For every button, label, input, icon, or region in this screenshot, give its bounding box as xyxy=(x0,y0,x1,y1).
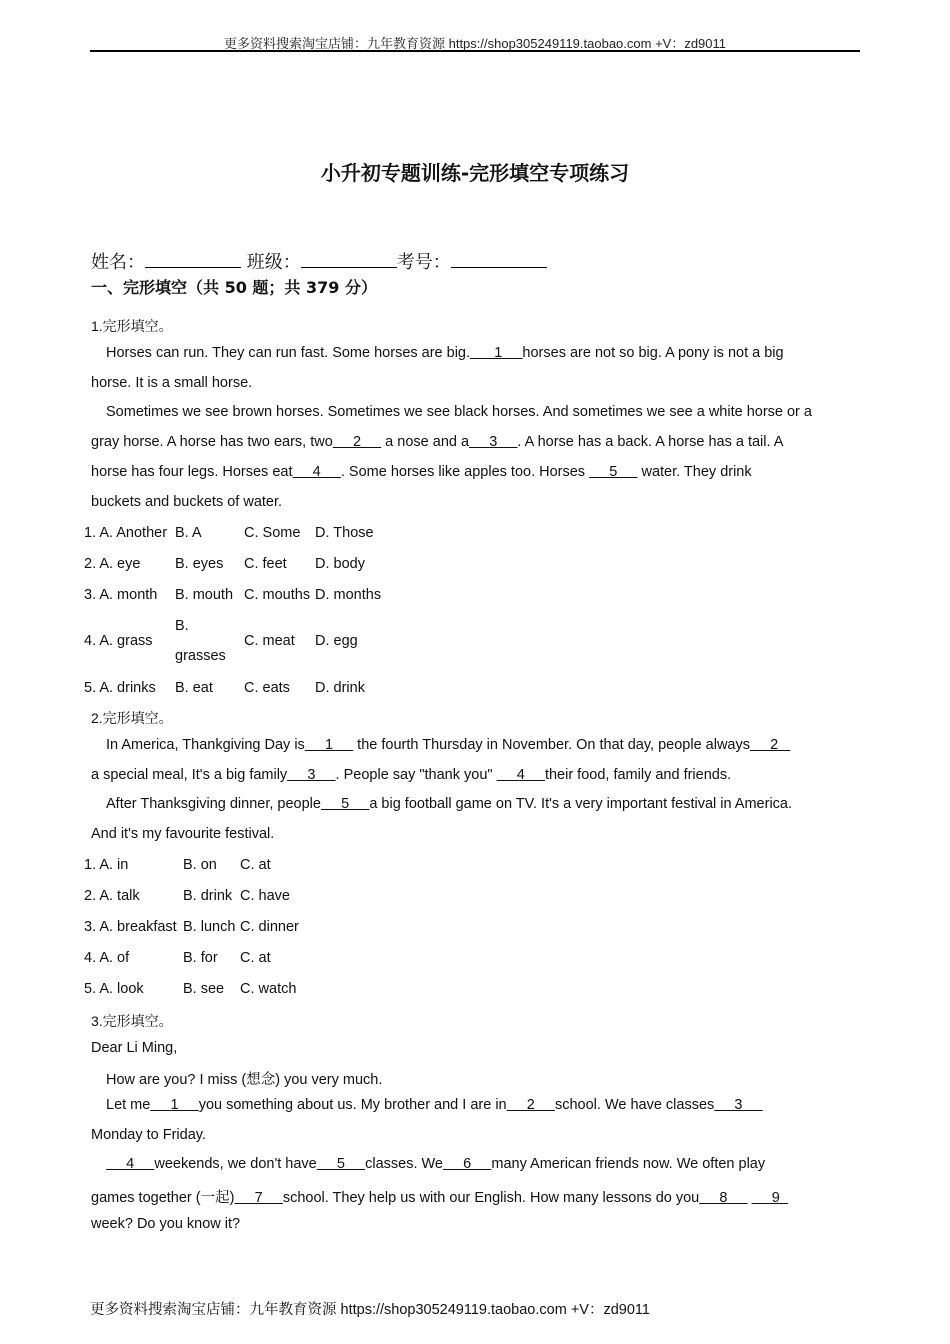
option: C. mouths xyxy=(244,586,311,603)
option: B. on xyxy=(183,856,217,873)
q3-line: week? Do you know it? xyxy=(91,1216,241,1232)
q1-option-row-2 xyxy=(84,548,385,579)
q2-line: And it's my favourite festival. xyxy=(91,826,275,842)
q1-line: horse has four legs. Horses eat 4 . Some horses like apples too. Horses 5 water. They drink xyxy=(91,464,752,480)
q3-blank-1: 1 xyxy=(150,1097,199,1113)
class-label: 班级： xyxy=(241,252,301,273)
option: C. at xyxy=(240,856,271,873)
option: B. mouth xyxy=(175,586,234,603)
q3-line: Monday to Friday. xyxy=(91,1127,206,1143)
q3-heading: 3.完形填空。 xyxy=(91,1013,173,1029)
option: C. meat xyxy=(244,633,295,649)
q1-blank-1: 1 xyxy=(470,345,523,361)
name-label: 姓名： xyxy=(91,252,145,273)
q1-option-row-3 xyxy=(84,579,385,610)
option: C. dinner xyxy=(240,918,299,935)
q3-line: games together (一起) 7 school. They help us with our English. How many lessons do you 8 9 xyxy=(91,1190,788,1206)
q1-blank-2: 2 xyxy=(332,434,382,450)
option: D. months xyxy=(315,586,382,603)
q3-blank-9: 9 xyxy=(751,1190,788,1206)
q1-option-row-5 xyxy=(84,672,385,703)
page-footer: 更多资料搜索淘宝店铺：九年教育资源 https://shop305249119.taobao.com +V：zd9011 xyxy=(90,1302,650,1318)
q1-blank-5: 5 xyxy=(589,464,638,480)
q2-blank-3: 3 xyxy=(287,767,336,783)
option: 2. A. eye xyxy=(84,555,141,572)
q3-line: 4 weekends, we don't have 5 classes. We 6 many American friends now. We often play xyxy=(106,1156,766,1172)
option: B. for xyxy=(183,949,218,966)
option: B. grasses xyxy=(175,618,226,664)
option: D. Those xyxy=(315,524,374,541)
option: 4. A. of xyxy=(84,949,130,966)
section-heading: 一、完形填空（共 50 题；共 379 分） xyxy=(91,278,377,297)
class-blank xyxy=(301,253,397,268)
q1-blank-3: 3 xyxy=(469,434,518,450)
q3-blank-3: 3 xyxy=(714,1097,763,1113)
q1-options-table xyxy=(84,517,385,703)
q2-heading: 2.完形填空。 xyxy=(91,710,173,726)
q1-blank-4: 4 xyxy=(292,464,341,480)
q1-option-row-1 xyxy=(84,517,385,548)
q3-blank-8: 8 xyxy=(699,1190,748,1206)
q1-line: horse. It is a small horse. xyxy=(91,375,253,391)
option: C. at xyxy=(240,949,271,966)
q2-blank-2: 2 xyxy=(749,737,791,753)
option: 4. A. grass xyxy=(84,633,153,649)
page-header: 更多资料搜索淘宝店铺：九年教育资源 https://shop305249119.taobao.com +V：zd9011 xyxy=(223,36,727,51)
exam-number-blank xyxy=(451,253,547,268)
q3-blank-6: 6 xyxy=(443,1156,492,1172)
q3-blank-5: 5 xyxy=(316,1156,366,1172)
option: D. egg xyxy=(315,633,358,649)
q3-blank-2: 2 xyxy=(506,1097,555,1113)
q3-blank-4: 4 xyxy=(106,1156,155,1172)
option: 1. A. Another xyxy=(84,524,168,541)
q1-line: gray horse. A horse has two ears, two 2 a nose and a 3 . A horse has a back. A horse has a tail. A xyxy=(91,434,784,450)
name-blank xyxy=(145,253,241,268)
option: C. eats xyxy=(244,679,290,696)
document-title: 小升初专题训练-完形填空专项练习 xyxy=(320,161,630,185)
q1-option-row-4 xyxy=(84,610,385,672)
q1-line: Horses can run. They can run fast. Some horses are big. 1 horses are not so big. A pony is not a big xyxy=(106,345,784,361)
q1-heading: 1.完形填空。 xyxy=(91,318,173,334)
q2-option-row-1 xyxy=(84,849,310,880)
option: D. body xyxy=(315,555,365,572)
option: 3. A. breakfast xyxy=(84,918,177,935)
option: 1. A. in xyxy=(84,856,129,873)
q2-blank-5: 5 xyxy=(320,796,370,812)
q2-line: After Thanksgiving dinner, people 5 a big football game on TV. It's a very important festival in America. xyxy=(106,796,793,812)
option: C. feet xyxy=(244,555,287,572)
q2-line: a special meal, It's a big family 3 . People say "thank you" 4 their food, family and friends. xyxy=(91,767,732,783)
option: C. have xyxy=(240,887,290,904)
option: 2. A. talk xyxy=(84,887,140,904)
q2-blank-1: 1 xyxy=(304,737,354,753)
q2-option-row-5 xyxy=(84,973,310,1004)
option: B. eyes xyxy=(175,555,224,572)
q2-option-row-4 xyxy=(84,942,310,973)
q1-line: buckets and buckets of water. xyxy=(91,494,283,510)
q2-options-table xyxy=(84,849,310,1004)
option: B. drink xyxy=(183,887,233,904)
exam-number-label: 考号： xyxy=(396,252,451,273)
q3-salutation: Dear Li Ming, xyxy=(91,1040,178,1056)
q2-option-row-2 xyxy=(84,880,310,911)
option: B. A xyxy=(175,524,202,541)
option: 5. A. look xyxy=(84,980,144,997)
q3-blank-7: 7 xyxy=(234,1190,283,1206)
option: 3. A. month xyxy=(84,586,158,603)
q2-line: In America, Thankgiving Day is 1 the fourth Thursday in November. On that day, people always 2 xyxy=(106,737,791,753)
q3-line: Let me 1 you something about us. My brother and I are in 2 school. We have classes 3 xyxy=(106,1097,763,1113)
option: C. watch xyxy=(240,980,297,997)
option: 5. A. drinks xyxy=(84,679,156,696)
option: B. eat xyxy=(175,679,213,696)
header-divider xyxy=(90,50,860,52)
option: B. see xyxy=(183,980,225,997)
q1-line: Sometimes we see brown horses. Sometimes we see black horses. And sometimes we see a white horse or a xyxy=(106,404,812,420)
q2-blank-4: 4 xyxy=(496,767,545,783)
q3-line: How are you? I miss (想念) you very much. xyxy=(106,1072,383,1088)
q2-option-row-3 xyxy=(84,911,310,942)
student-info-line xyxy=(91,248,547,274)
option: B. lunch xyxy=(183,918,236,935)
option: C. Some xyxy=(244,524,301,541)
option: D. drink xyxy=(315,679,365,696)
